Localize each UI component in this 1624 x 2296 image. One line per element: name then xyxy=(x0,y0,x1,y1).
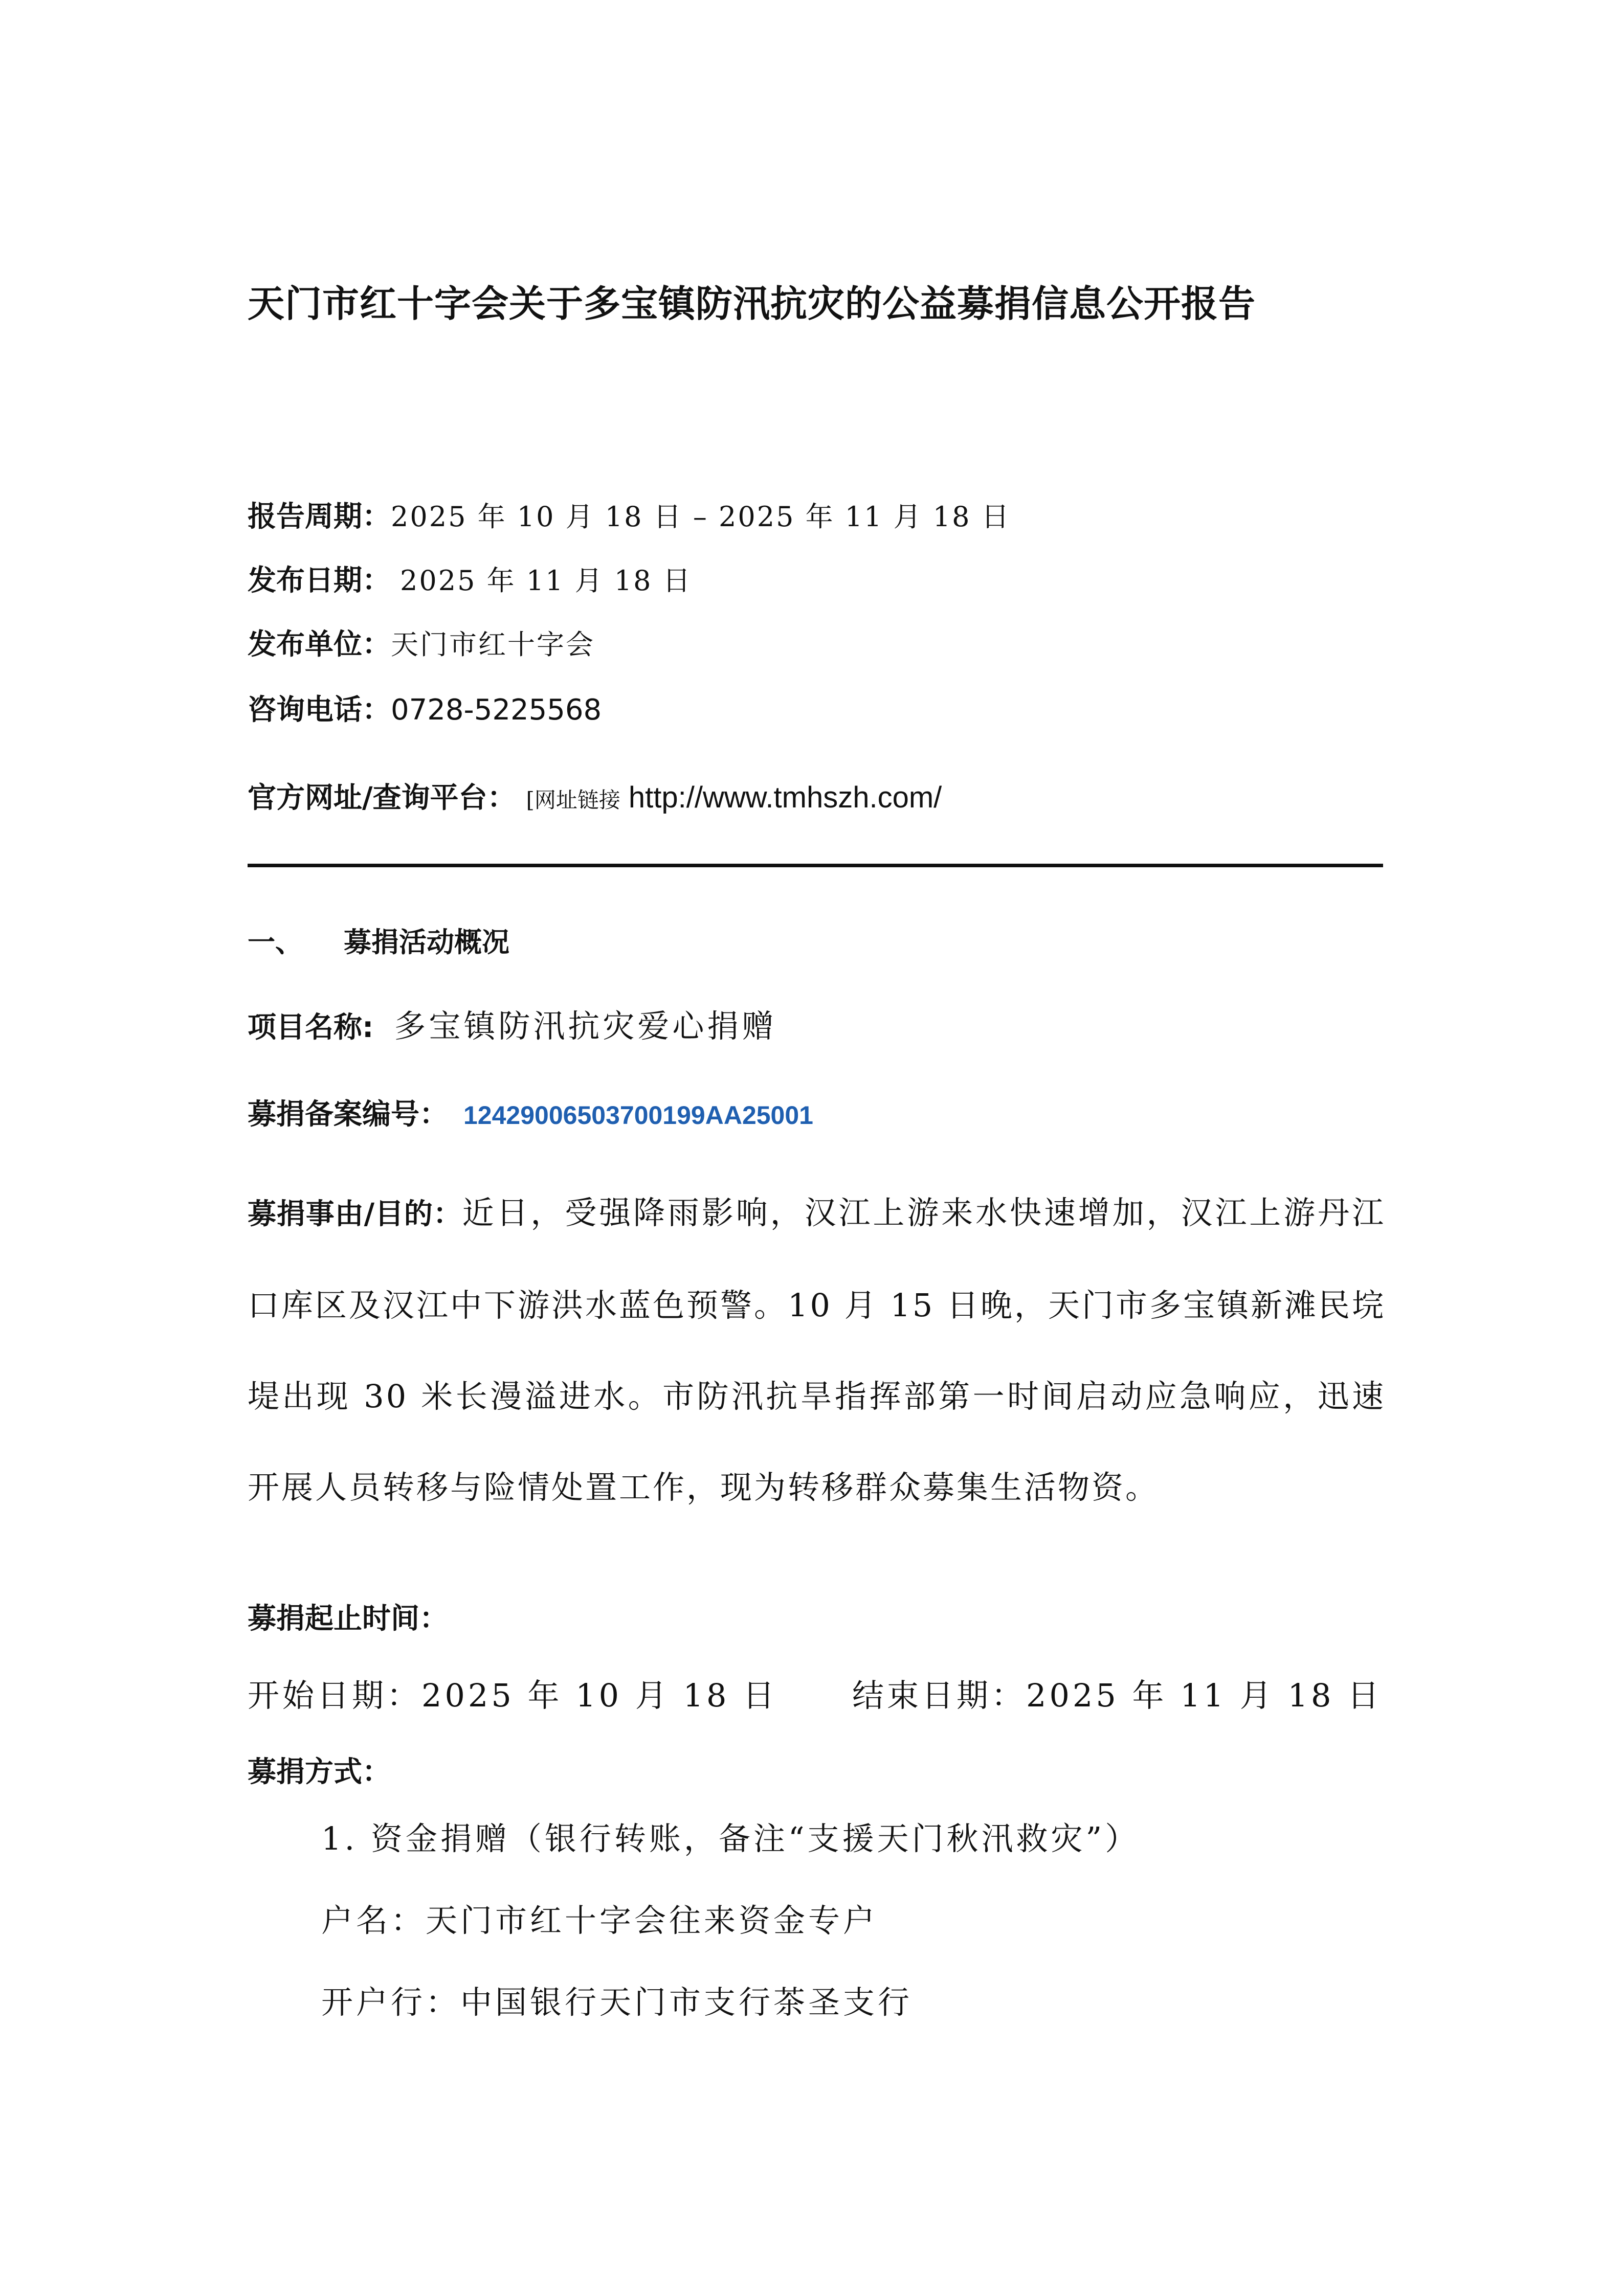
start-date: 开始日期：2025 年 10 月 18 日 xyxy=(248,1677,778,1714)
website-label: 官方网址/查询平台： xyxy=(248,781,516,815)
project-name xyxy=(248,1007,777,1045)
purpose-text: 近日，受强降雨影响，汉江上游来水快速增加，汉江上游丹江口库区及汉江中下游洪水蓝色预警。10 月 15 日晚，天门市多宝镇新滩民垸堤出现 30 米长漫溢进水。市防汛抗旱指挥部第一时间启动应急响应，迅速开展人员转移与险情处置工作，现为转移群众募集生活物资。 xyxy=(248,1194,1386,1506)
section-heading-number: 一、 xyxy=(248,926,303,958)
report-period-value: 2025 年 10 月 18 日 – 2025 年 11 月 18 日 xyxy=(391,501,1011,533)
website-prefix: 网址链接 xyxy=(534,787,620,813)
purpose-paragraph xyxy=(248,1167,1386,1533)
method-label: 募捐方式： xyxy=(248,1755,391,1789)
project-name-value: 多宝镇防汛抗灾爱心捐赠 xyxy=(394,1007,777,1045)
publish-date xyxy=(248,564,692,597)
phone-label: 咨询电话： xyxy=(248,693,391,727)
record-number-value: 12429006503700199AA25001 xyxy=(463,1101,813,1130)
phone xyxy=(248,693,602,727)
section-heading xyxy=(248,926,509,958)
website-bracket: [ xyxy=(526,787,535,813)
end-date: 结束日期：2025 年 11 月 18 日 xyxy=(852,1677,1383,1714)
website xyxy=(248,783,942,813)
publish-date-label: 发布日期： xyxy=(248,564,391,597)
publisher-value: 天门市红十字会 xyxy=(391,628,595,661)
bank-name: 开户行：中国银行天门市支行茶圣支行 xyxy=(321,1984,913,2021)
account-name: 户名：天门市红十字会往来资金专户 xyxy=(321,1902,878,1939)
report-period xyxy=(248,500,1011,533)
publisher-label: 发布单位： xyxy=(248,628,391,661)
report-title: 天门市红十字会关于多宝镇防汛抗灾的公益募捐信息公开报告 xyxy=(248,282,1256,325)
method-item-1: 1. 资金捐赠（银行转账，备注“支援天门秋汛救灾”） xyxy=(321,1820,1140,1857)
publish-date-value: 2025 年 11 月 18 日 xyxy=(400,565,692,597)
report-period-label: 报告周期： xyxy=(248,500,391,533)
website-link[interactable]: http://www.tmhszh.com/ xyxy=(628,781,942,814)
time-label: 募捐起止时间： xyxy=(248,1602,448,1635)
record-number-label: 募捐备案编号： xyxy=(248,1098,448,1131)
purpose-label: 募捐事由/目的： xyxy=(248,1198,462,1231)
project-name-label: 项目名称: xyxy=(248,1011,374,1044)
section-heading-text: 募捐活动概况 xyxy=(344,926,509,958)
publisher xyxy=(248,628,595,661)
phone-value: 0728-5225568 xyxy=(391,693,602,727)
record-number xyxy=(248,1100,813,1129)
section-divider xyxy=(248,864,1383,867)
